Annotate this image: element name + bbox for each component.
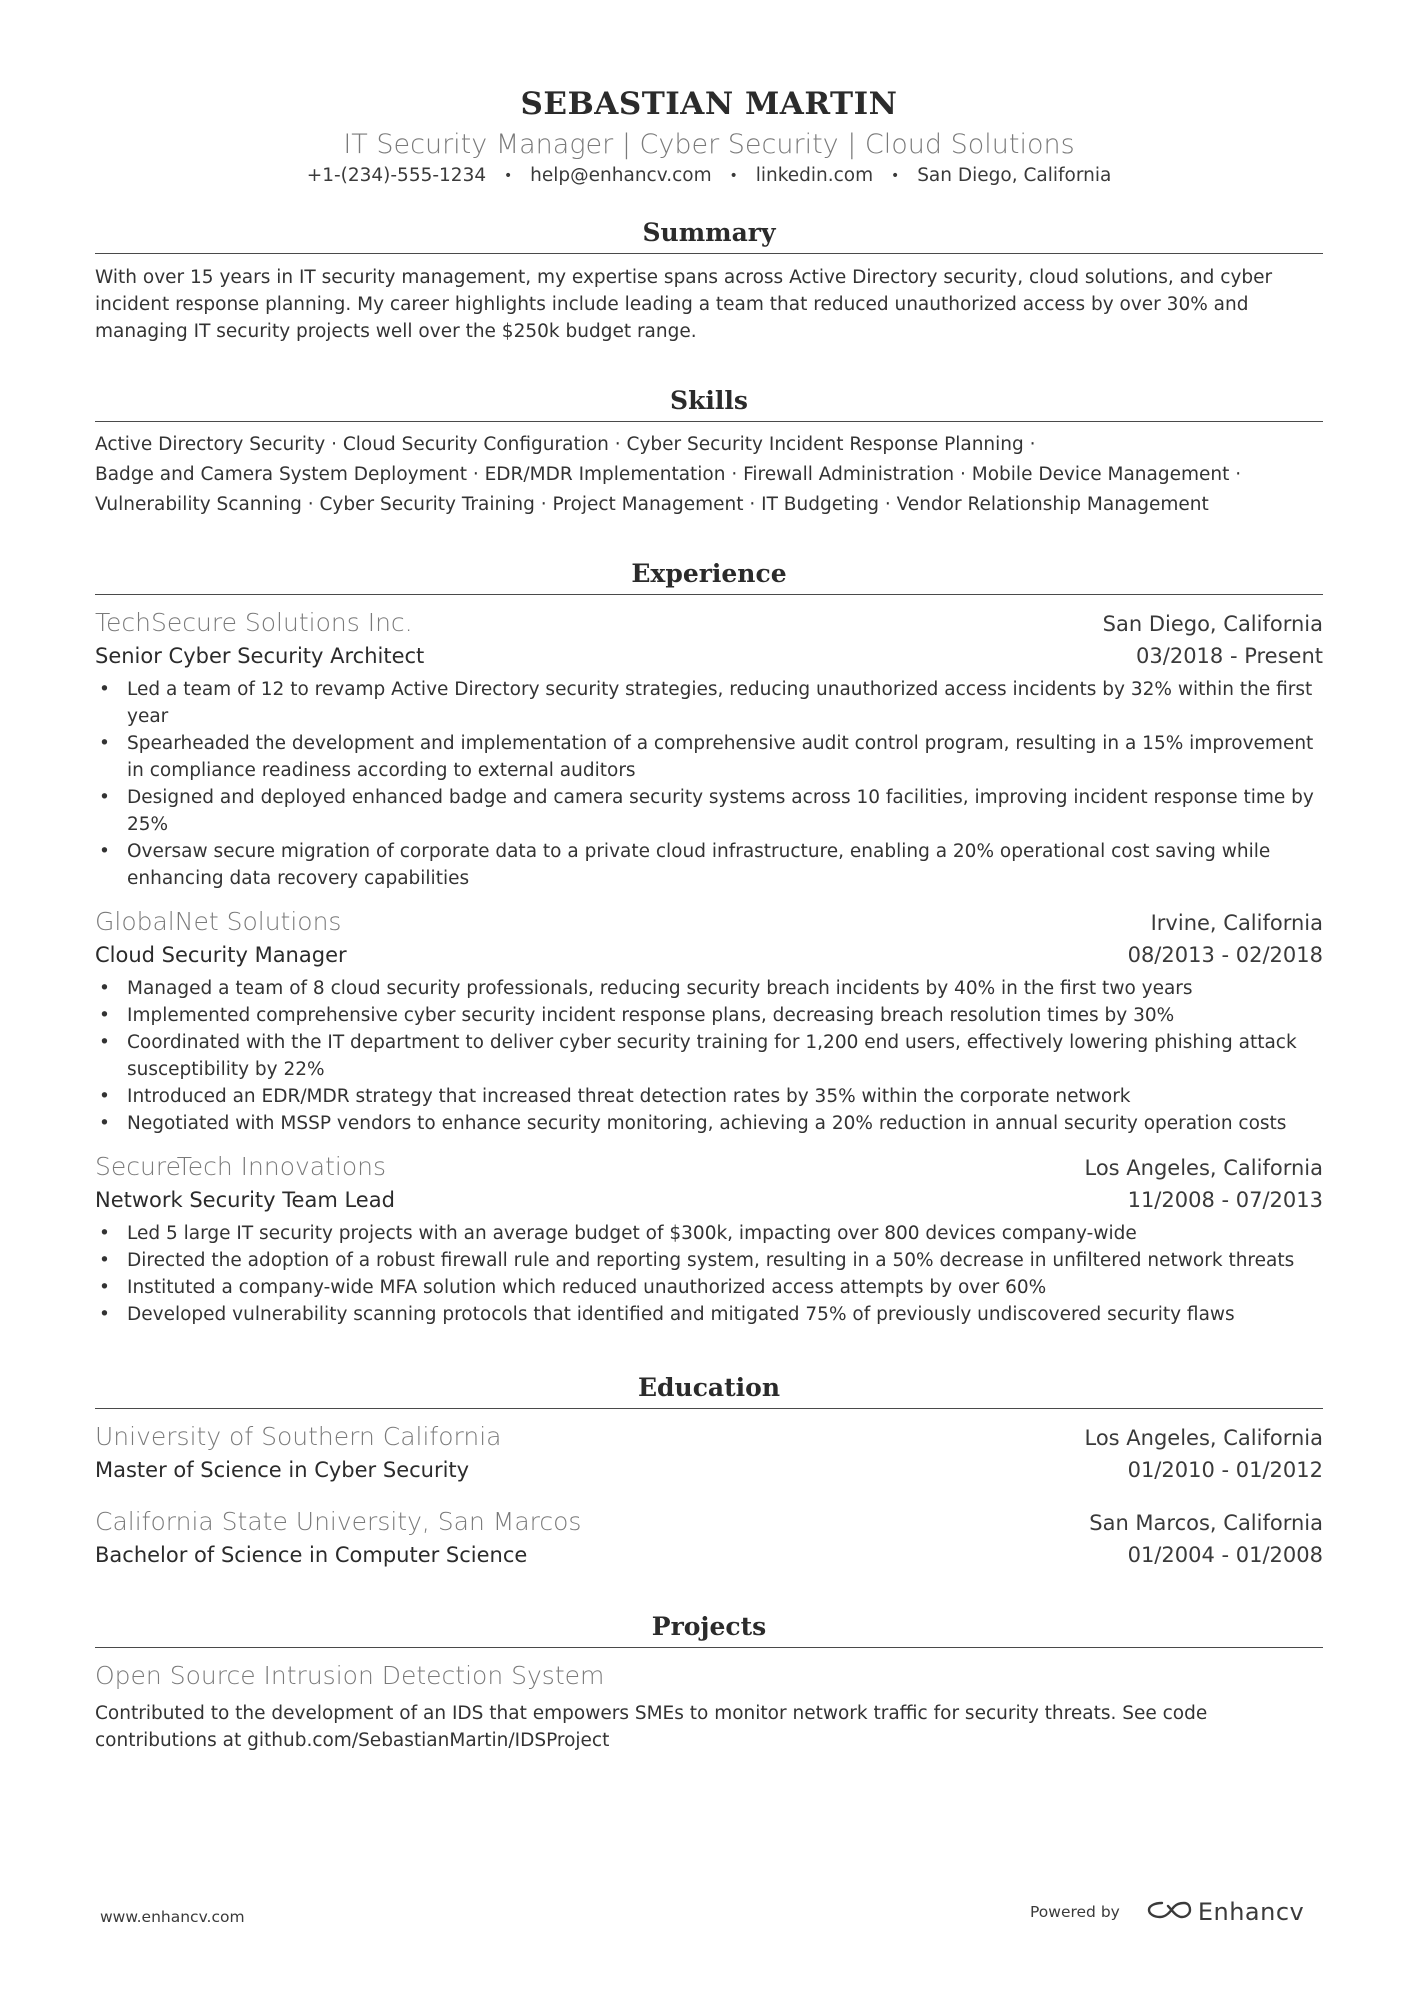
education-entry	[95, 1421, 1323, 1486]
job-location: Irvine, California	[1150, 911, 1323, 935]
job-bullet: • Negotiated with MSSP vendors to enhance security monitoring, achieving a 20% reduction in annual security operation costs	[95, 1110, 1323, 1137]
projects-heading: Projects	[95, 1611, 1323, 1648]
job-dates: 08/2013 - 02/2018	[1127, 943, 1323, 967]
powered-by-label: Powered by	[1030, 1903, 1120, 1921]
job-role: Cloud Security Manager	[95, 943, 347, 967]
education-section	[95, 1372, 1323, 1571]
school-name: University of Southern California	[95, 1422, 502, 1451]
summary-heading: Summary	[95, 217, 1323, 254]
skills-line: Vulnerability Scanning · Cyber Security Training · Project Management · IT Budgeting · Vendor Relationship Management	[95, 494, 1209, 515]
footer-website[interactable]: www.enhancv.com	[100, 1908, 245, 1926]
job-company: GlobalNet Solutions	[95, 907, 342, 936]
education-heading: Education	[95, 1372, 1323, 1409]
job-bullets	[95, 975, 1323, 1137]
contact-phone: +1-(234)-555-1234	[306, 165, 487, 186]
job-entry	[95, 607, 1323, 892]
education-entry	[95, 1506, 1323, 1571]
contact-email[interactable]: help@enhancv.com	[530, 165, 712, 186]
job-bullets	[95, 1220, 1323, 1328]
job-bullet: • Designed and deployed enhanced badge and camera security systems across 10 facilities, improving incident response time by 25%	[95, 784, 1323, 838]
skills-line: Active Directory Security · Cloud Security Configuration · Cyber Security Incident Response Planning ·	[95, 434, 1036, 455]
contact-line	[95, 163, 1323, 189]
job-bullet: • Managed a team of 8 cloud security professionals, reducing security breach incidents by 40% in the first two years	[95, 975, 1323, 1002]
contact-separator: •	[729, 168, 738, 184]
projects-section	[95, 1611, 1323, 1754]
job-company: TechSecure Solutions Inc.	[95, 608, 413, 637]
job-bullet: • Implemented comprehensive cyber security incident response plans, decreasing breach resolution times by 30%	[95, 1002, 1323, 1029]
project-title: Open Source Intrusion Detection System	[95, 1661, 605, 1690]
job-bullet: • Coordinated with the IT department to deliver cyber security training for 1,200 end users, effectively lowering phishing attack susceptibility by 22%	[95, 1029, 1323, 1083]
job-bullet: • Spearheaded the development and implementation of a comprehensive audit control program, resulting in a 15% improvement in compliance readiness according to external auditors	[95, 730, 1323, 784]
project-description: Contributed to the development of an IDS that empowers SMEs to monitor network traffic for security threats. See code contributions at github.com/SebastianMartin/IDSProject	[95, 1703, 1208, 1751]
job-bullet: • Instituted a company-wide MFA solution which reduced unauthorized access attempts by over 60%	[95, 1274, 1323, 1301]
brand-name: Enhancv	[1197, 1898, 1305, 1926]
degree-name: Bachelor of Science in Computer Science	[95, 1543, 528, 1567]
job-company: SecureTech Innovations	[95, 1152, 387, 1181]
job-dates: 03/2018 - Present	[1136, 644, 1323, 668]
skills-line: Badge and Camera System Deployment · EDR/MDR Implementation · Firewall Administration · Mobile Device Management ·	[95, 464, 1242, 485]
contact-location: San Diego, California	[917, 165, 1112, 186]
job-bullet: • Introduced an EDR/MDR strategy that increased threat detection rates by 35% within the corporate network	[95, 1083, 1323, 1110]
contact-separator: •	[504, 168, 513, 184]
enhancv-logo-icon	[1146, 1898, 1192, 1926]
job-bullet: • Directed the adoption of a robust firewall rule and reporting system, resulting in a 50% decrease in unfiltered network threats	[95, 1247, 1323, 1274]
job-location: San Diego, California	[1102, 612, 1323, 636]
job-role: Senior Cyber Security Architect	[95, 644, 425, 668]
resume-content	[95, 0, 1323, 1754]
summary-text: With over 15 years in IT security management, my expertise spans across Active Directory security, cloud solutions, and cyber incident response planning. My career highlights include leading a team that reduced unauthorized access by over 30% and managing IT security projects well over the $250k budget range.	[95, 267, 1273, 342]
job-entry	[95, 906, 1323, 1137]
candidate-name: SEBASTIAN MARTIN	[520, 86, 898, 122]
job-bullet: • Oversaw secure migration of corporate data to a private cloud infrastructure, enabling a 20% operational cost saving while enhancing data recovery capabilities	[95, 838, 1323, 892]
skills-heading: Skills	[95, 385, 1323, 422]
education-dates: 01/2004 - 01/2008	[1127, 1543, 1323, 1567]
experience-section	[95, 558, 1323, 1328]
summary-section	[95, 217, 1323, 345]
degree-name: Master of Science in Cyber Security	[95, 1458, 470, 1482]
footer-branding	[1030, 1898, 1304, 1926]
job-entry	[95, 1151, 1323, 1328]
job-bullets	[95, 676, 1323, 892]
school-location: Los Angeles, California	[1084, 1426, 1323, 1450]
project-entry	[95, 1660, 1323, 1754]
contact-linkedin[interactable]: linkedin.com	[755, 165, 874, 186]
job-location: Los Angeles, California	[1084, 1156, 1323, 1180]
job-bullet: • Led 5 large IT security projects with an average budget of $300k, impacting over 800 devices company-wide	[95, 1220, 1323, 1247]
education-dates: 01/2010 - 01/2012	[1127, 1458, 1323, 1482]
job-dates: 11/2008 - 07/2013	[1127, 1188, 1323, 1212]
skills-list	[95, 430, 1323, 520]
resume-header	[95, 0, 1323, 189]
school-name: California State University, San Marcos	[95, 1507, 582, 1536]
job-bullet: • Developed vulnerability scanning protocols that identified and mitigated 75% of previously undiscovered security flaws	[95, 1301, 1323, 1328]
skills-section	[95, 385, 1323, 520]
job-role: Network Security Team Lead	[95, 1188, 395, 1212]
job-bullet: • Led a team of 12 to revamp Active Directory security strategies, reducing unauthorized access incidents by 32% within the first year	[95, 676, 1323, 730]
school-location: San Marcos, California	[1089, 1511, 1323, 1535]
candidate-title: IT Security Manager | Cyber Security | Cloud Solutions	[343, 129, 1075, 160]
contact-separator: •	[891, 168, 900, 184]
experience-heading: Experience	[95, 558, 1323, 595]
